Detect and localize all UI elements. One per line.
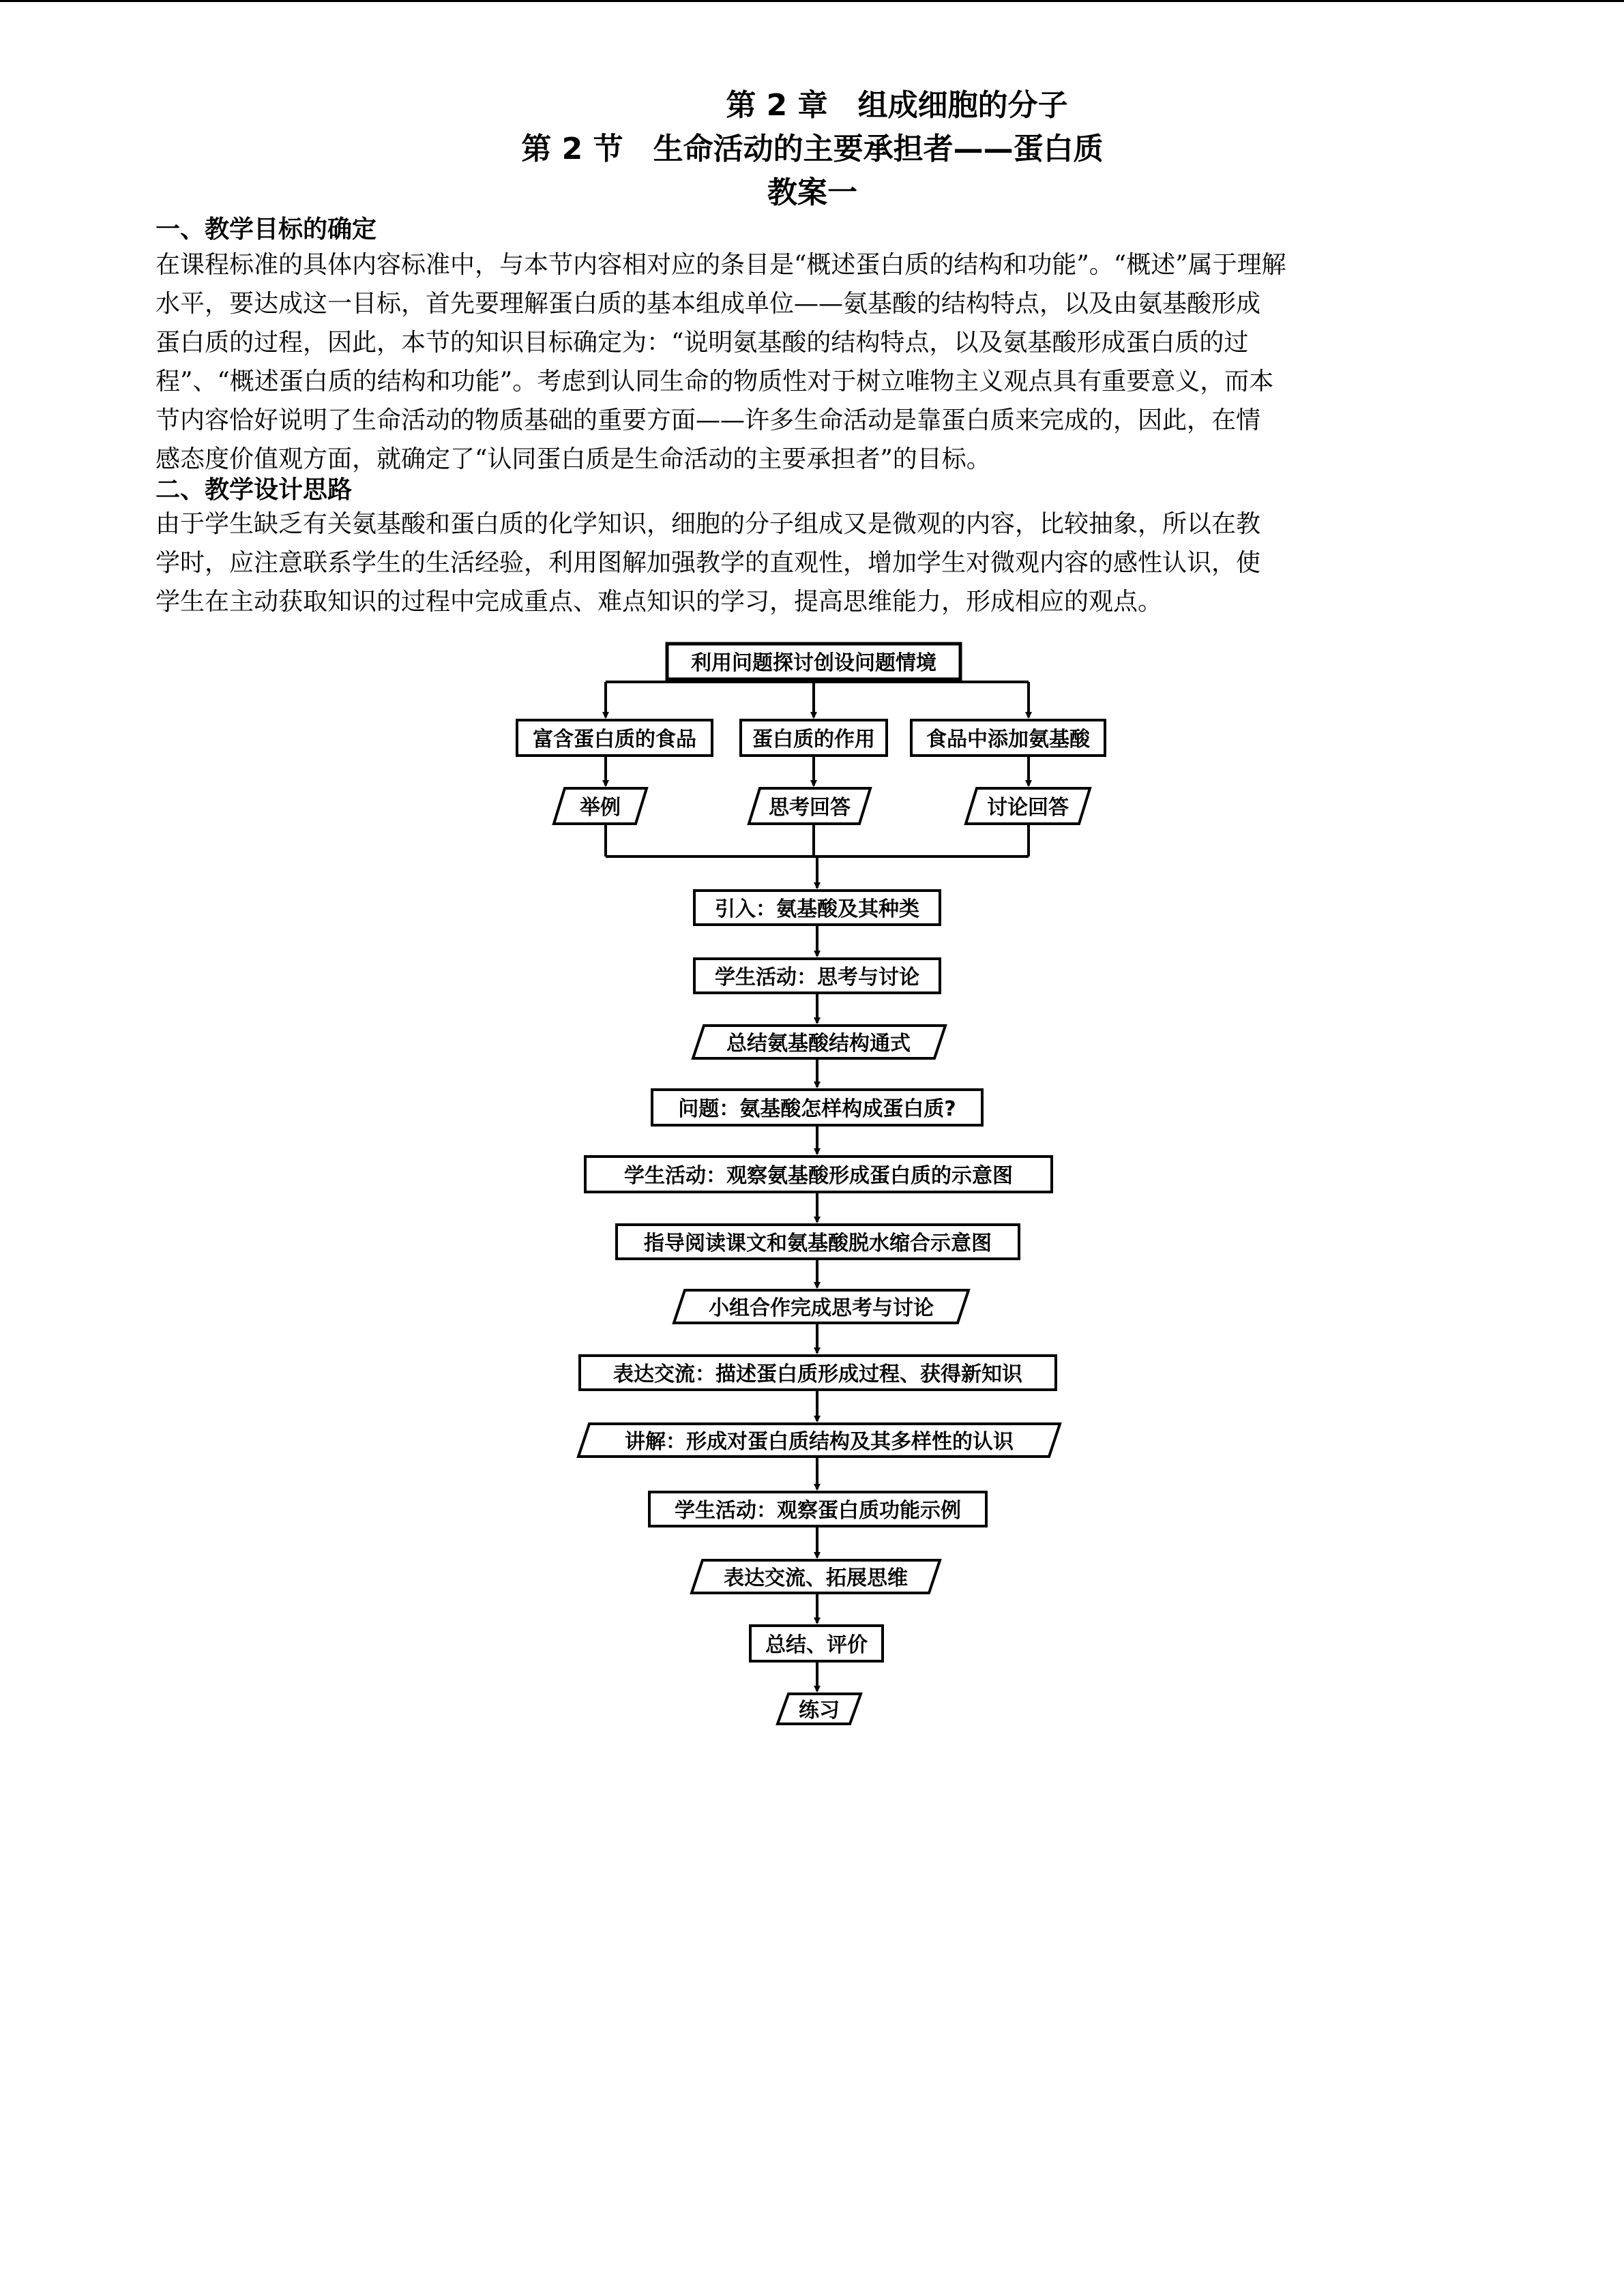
flow-step-label: 学生活动：观察氨基酸形成蛋白质的示意图 (624, 1164, 1013, 1188)
flow-step-label: 小组合作完成思考与讨论 (709, 1296, 934, 1320)
flow-top-label: 利用问题探讨创设问题情境 (691, 651, 936, 675)
flow-branch-label: 食品中添加氨基酸 (926, 728, 1090, 751)
flow-step-label: 表达交流、拓展思维 (724, 1566, 908, 1590)
flow-step-label: 问题：氨基酸怎样构成蛋白质? (678, 1097, 956, 1121)
section2-line: 由于学生缺乏有关氨基酸和蛋白质的化学知识，细胞的分子组成又是微观的内容，比较抽象，所以在教 (156, 510, 1261, 538)
section1-line: 程”、“概述蛋白质的结构和功能”。考虑到认同生命的物质性对于树立唯物主义观点具有重要意义，而本 (156, 368, 1274, 396)
section2-line: 学时，应注意联系学生的生活经验，利用图解加强教学的直观性，增加学生对微观内容的感性认识，使 (156, 549, 1261, 577)
flow-step-label: 指导阅读课文和氨基酸脱水缩合示意图 (644, 1232, 992, 1255)
section2-line: 学生在主动获取知识的过程中完成重点、难点知识的学习，提高思维能力，形成相应的观点。 (156, 588, 1163, 616)
flow-branch-action: 思考回答 (769, 796, 851, 820)
flow-branch-action: 讨论回答 (987, 796, 1069, 820)
flow-step-label: 学生活动：观察蛋白质功能示例 (675, 1499, 961, 1523)
section1-heading: 一、教学目标的确定 (156, 215, 377, 243)
section-title: 第 2 节 生命活动的主要承担者——蛋白质 (521, 132, 1104, 166)
section1-line: 节内容恰好说明了生命活动的物质基础的重要方面——许多生命活动是靠蛋白质来完成的，因此，在情 (156, 406, 1261, 434)
flow-step-label: 讲解：形成对蛋白质结构及其多样性的认识 (625, 1430, 1014, 1454)
section1-line: 蛋白质的过程，因此，本节的知识目标确定为：“说明氨基酸的结构特点，以及氨基酸形成蛋白质的过 (156, 329, 1249, 357)
section1-line: 在课程标准的具体内容标准中，与本节内容相对应的条目是“概述蛋白质的结构和功能”。“概述”属于理解 (156, 251, 1286, 279)
flow-step-label: 引入：氨基酸及其种类 (715, 897, 919, 921)
section1-line: 水平，要达成这一目标，首先要理解蛋白质的基本组成单位——氨基酸的结构特点，以及由氨基酸形成 (156, 290, 1261, 318)
flow-step-label: 总结、评价 (765, 1633, 868, 1657)
section2-heading: 二、教学设计思路 (156, 476, 353, 504)
flow-step-label: 表达交流：描述蛋白质形成过程、获得新知识 (613, 1362, 1022, 1386)
flow-branch-label: 蛋白质的作用 (752, 728, 875, 751)
section1-line: 感态度价值观方面，就确定了“认同蛋白质是生命活动的主要承担者”的目标。 (156, 445, 991, 473)
flow-step-label: 学生活动：思考与讨论 (715, 966, 919, 989)
flow-branch-action: 举例 (580, 796, 621, 820)
flow-step-label: 总结氨基酸结构通式 (726, 1032, 911, 1056)
flow-step-label: 练习 (799, 1699, 840, 1723)
plan-title: 教案一 (767, 175, 857, 210)
chapter-title: 第 2 章 组成细胞的分子 (726, 88, 1068, 123)
flow-branch-label: 富含蛋白质的食品 (533, 728, 696, 751)
